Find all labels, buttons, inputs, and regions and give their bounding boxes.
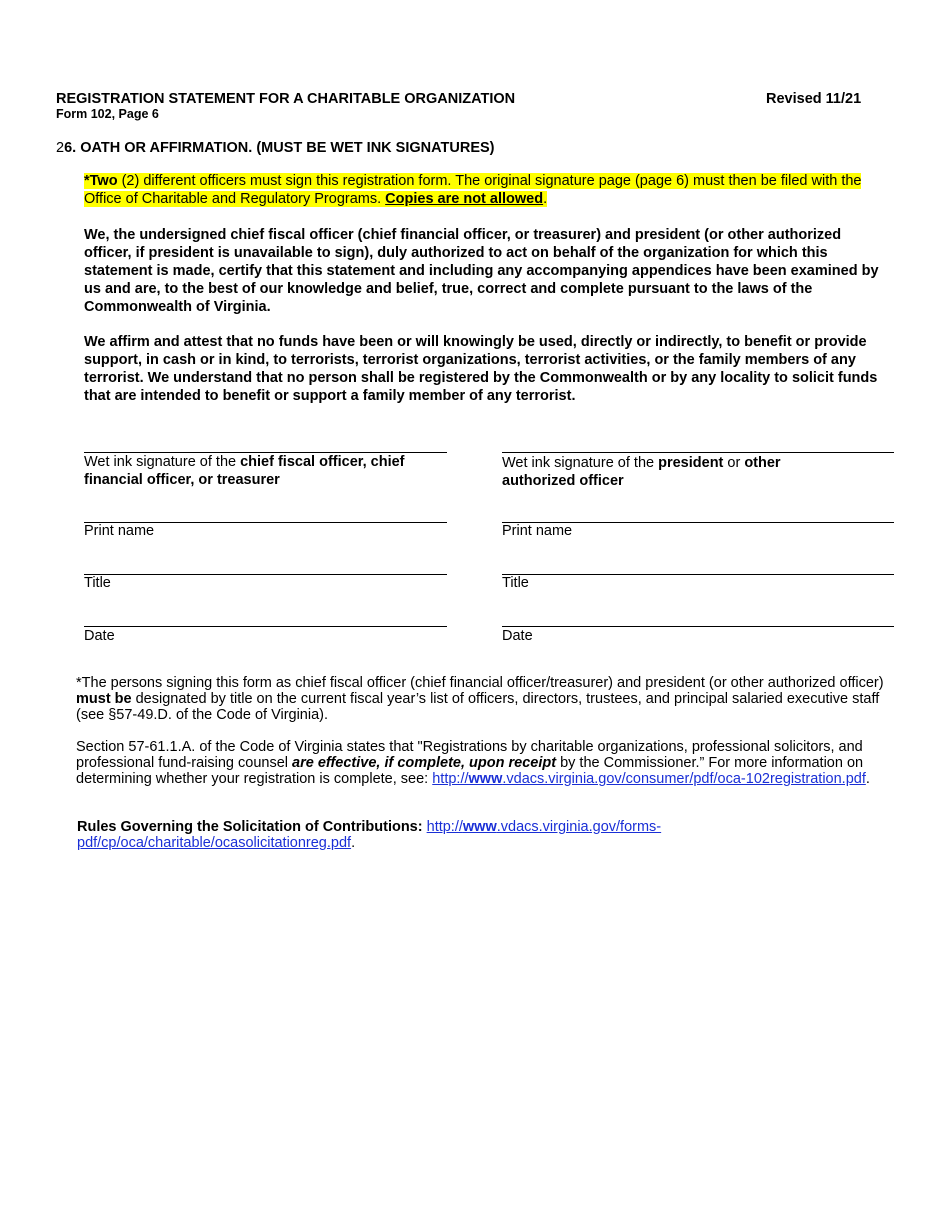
president-print-name-label: Print name <box>502 523 573 539</box>
solicitation-rules-note: Rules Governing the Solicitation of Contributions: http://www.vdacs.virginia.gov/forms-pdf/cp/oca/charitable/ocasolicitationreg.pdf. <box>77 819 662 851</box>
section-heading <box>56 140 495 156</box>
form-title: REGISTRATION STATEMENT FOR A CHARITABLE ORGANIZATION <box>56 91 516 107</box>
president-date-line[interactable] <box>502 626 894 627</box>
cfo-print-name-label: Print name <box>84 523 155 539</box>
form-page-label: Form 102, Page 6 <box>56 107 159 121</box>
section-title: 6. OATH OR AFFIRMATION. (MUST BE WET INK SIGNATURES) <box>64 140 495 156</box>
section-number-prefix: 2 <box>56 140 65 156</box>
cfo-date-label: Date <box>84 628 115 644</box>
president-date-label: Date <box>502 628 533 644</box>
cfo-title-line[interactable] <box>84 574 447 575</box>
signer-footnote: *The persons signing this form as chief fiscal officer (chief financial officer/treasurer) and president (or other authorized officer) must be designated by title on the current fiscal year’s list of officers, directors, trustees, and principal salaried executive staff (see §57-49.D. of the Code of Virginia). <box>76 675 884 723</box>
notice-lead: *Two <box>84 173 118 189</box>
revision-label: Revised 11/21 <box>766 91 862 107</box>
president-title-label: Title <box>502 575 529 591</box>
notice-end: . <box>543 191 548 207</box>
solicitation-rules-link[interactable]: http://www.vdacs.virginia.gov/forms-pdf/cp/oca/charitable/ocasolicitationreg.pdf <box>77 819 662 851</box>
president-title-line[interactable] <box>502 574 894 575</box>
rules-label: Rules Governing the Solicitation of Contributions: <box>77 819 423 835</box>
notice-text: (2) different officers must sign this registration form. The original signature page (page 6) must then be filed with the Office of Charitable and Regulatory Programs. <box>84 173 862 207</box>
notice-emphasis: Copies are not allowed <box>385 191 544 207</box>
highlighted-notice <box>84 172 874 208</box>
affirmation-paragraph: We affirm and attest that no funds have been or will knowingly be used, directly or indirectly, to benefit or provide support, in cash or in kind, to terrorists, terrorist organizations, terrorist activities, or the family members of any terrorist. We understand that no person shall be registered by the Commonwealth or by any locality to solicit funds that are intended to benefit or support a family member of any terrorist. <box>84 334 878 404</box>
code-of-virginia-note: Section 57-61.1.A. of the Code of Virginia states that "Registrations by charitable organizations, professional solicitors, and professional fund-raising counsel are effective, if complete, upon receipt by the Commissioner.” For more information on determining whether your registration is complete, see: http://www.vdacs.virginia.gov/consumer/pdf/oca-102registration.pdf. <box>76 739 870 787</box>
cfo-title-label: Title <box>84 575 111 591</box>
president-signature-label: Wet ink signature of the president or other authorized officer <box>502 455 781 489</box>
cfo-signature-label: Wet ink signature of the chief fiscal officer, chief financial officer, or treasurer <box>84 454 405 488</box>
certification-paragraph: We, the undersigned chief fiscal officer (chief financial officer, or treasurer) and president (or other authorized officer, if president is unavailable to sign), duly authorized to act on behalf of the organization for which this statement is made, certify that this statement and including any accompanying appendices have been examined by us and are, to the best of our knowledge and belief, true, correct and complete pursuant to the laws of the Commonwealth of Virginia. <box>84 227 879 315</box>
registration-guide-link[interactable]: http://www.vdacs.virginia.gov/consumer/pdf/oca-102registration.pdf <box>432 771 866 787</box>
president-signature-line[interactable] <box>502 452 894 453</box>
cfo-date-line[interactable] <box>84 626 447 627</box>
